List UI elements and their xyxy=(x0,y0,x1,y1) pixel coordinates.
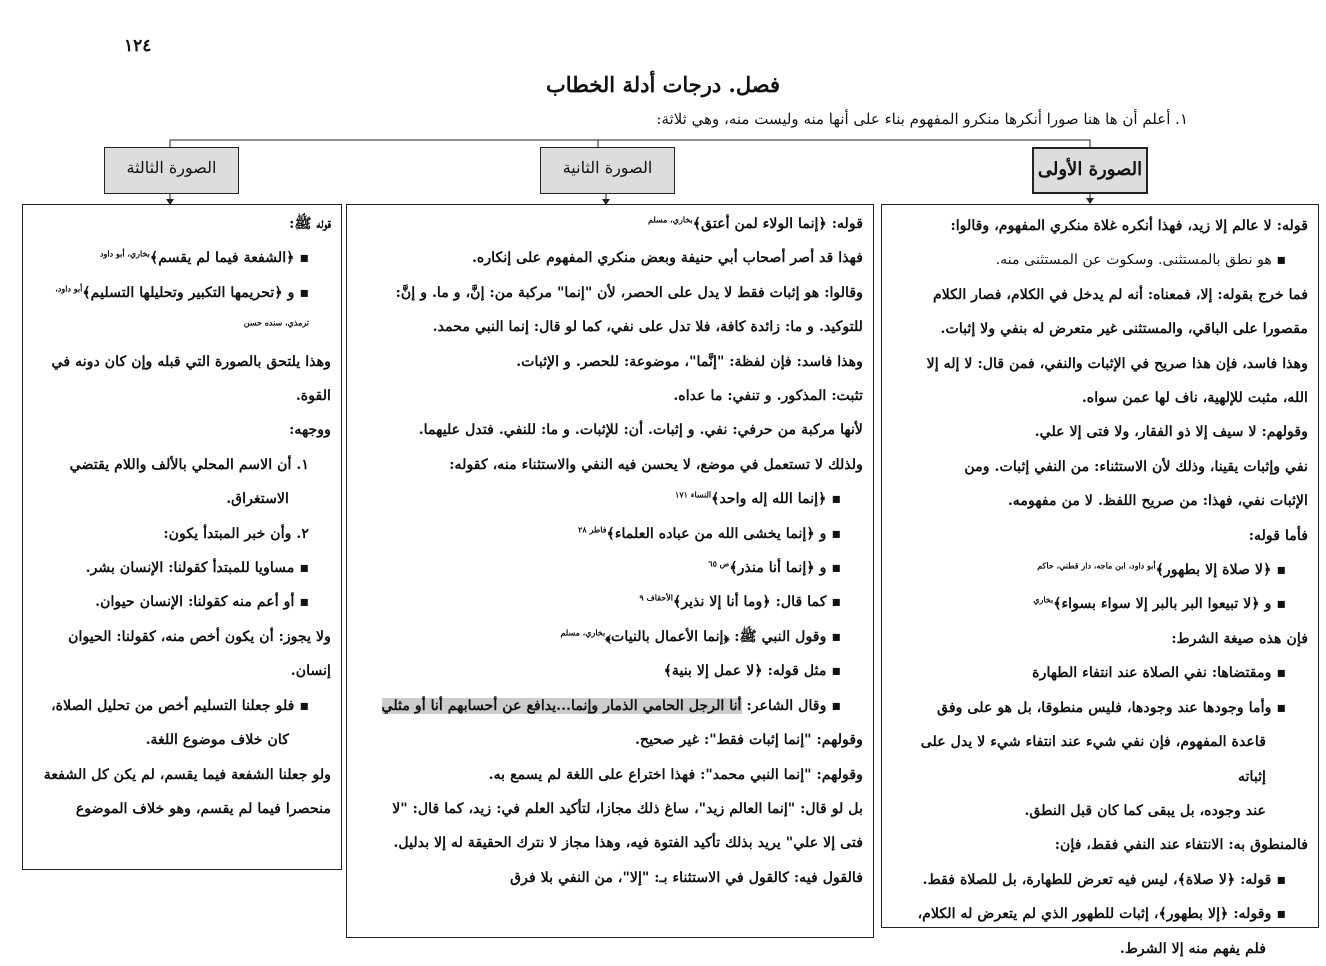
text-line: ولو جعلنا الشفعة فيما يقسم، لم يكن كل الشفعة xyxy=(43,766,331,783)
text-line: فالمنطوق به: الانتفاء عند النفي فقط، فإن: xyxy=(1054,837,1308,854)
text-line: تثبت: المذكور. و تنفي: ما عداه. xyxy=(673,388,863,405)
list-item: ▪ قوله: ﴿لا صلاة﴾، ليس فيه تعرض للطهارة، بل للصلاة فقط. xyxy=(922,871,1286,888)
list-item: ▪ هو نطق بالمستثنى. وسكوت عن المستثنى منه. xyxy=(995,252,1286,269)
list-item: ▪ مثل قوله: ﴿لا عمل إلا بنية﴾ xyxy=(663,663,841,680)
list-item: ١. أن الاسم المحلي بالألف واللام يقتضي xyxy=(69,456,309,473)
text-line: فإن هذه صيغة الشرط: xyxy=(1171,630,1308,647)
header-second-form: الصورة الثانية xyxy=(540,147,675,194)
list-item: ٢. وأن خبر المبتدأ يكون: xyxy=(163,525,309,542)
text-line: فلم يفهم منه إلا الشرط. xyxy=(1119,940,1266,957)
reference-note: ص ٦٥ xyxy=(708,558,730,569)
column-third-form xyxy=(22,204,342,870)
list-item: ▪ وقال الشاعر: أنا الرجل الحامي الذمار وإنما...يدافع عن أحسابهم أنا أو مثلي xyxy=(381,697,841,714)
list-item: ▪ وأما وجودها عند وجودها، فليس منطوقا، بل هو على وفق xyxy=(937,699,1286,716)
list-item: ▪ وقوله: ﴿إلا بطهور﴾، إثبات للطهور الذي لم يتعرض له الكلام، xyxy=(917,906,1286,923)
list-item: ▪ أو أعم منه كقولنا: الإنسان حيوان. xyxy=(95,594,309,611)
text-line: الإثبات نفي، فهذا: من صريح اللفظ. لا من مفهومه. xyxy=(1007,493,1308,510)
list-item: ▪ كما قال: ﴿وما أنا إلا نذير﴾$^{الأحقاف ٩}$ xyxy=(639,592,841,611)
text-line: فهذا قد أصر أصحاب أبي حنيفة وبعض منكري المفهوم على إنكاره. xyxy=(471,250,863,267)
column-first-form xyxy=(881,204,1319,957)
text-line: بل لو قال: "إنما العالم زيد"، ساغ ذلك مجازا، لتأكيد العلم في: زيد، كما قال: "لا xyxy=(392,800,863,817)
header-third-form: الصورة الثالثة xyxy=(104,147,239,194)
text-line: وقولهم: "إنما إثبات فقط": غير صحيح. xyxy=(634,732,863,749)
reference-note: بخاري، مسلم xyxy=(560,627,606,638)
reference-note: الأحقاف ٩ xyxy=(639,592,673,603)
text-line: ولذلك لا تستعمل في موضع، لا يحسن فيه النفي والاستثناء منه، كقوله: xyxy=(449,456,863,473)
list-item: ▪ و ﴿تحريمها التكبير وتحليلها التسليم﴾$^{أبو داود، ترمذي، سنده حسن}$ xyxy=(55,283,309,328)
text-line: إنسان. xyxy=(290,663,331,680)
text-line: القوة. xyxy=(295,388,331,405)
page-title: فصل. درجات أدلة الخطاب xyxy=(545,72,781,97)
text-line: منحصرا فيما لم يقسم، وهو خلاف الموضوع xyxy=(75,800,331,817)
text-line: مقصورا على الباقي، والمستثنى غير متعرض له بنفي ولا إثبات. xyxy=(940,321,1308,338)
text-line: للتوكيد. و ما: زائدة كافة، فلا تدل على نفي، كما لو قال: إنما النبي محمد. xyxy=(432,319,863,336)
reference-note: النساء ١٧١ xyxy=(675,489,712,500)
text-line: نفي وإثبات يقينا، وذلك لأن الاستثناء: من النفي إثبات. ومن xyxy=(964,458,1308,475)
text-line: قوله ﷺ: xyxy=(289,216,331,232)
text-line: ولا يجوز: أن يكون أخص منه، كقولنا: الحيوان xyxy=(68,628,331,645)
text-line: وهذا فاسد: فإن لفظة: "إنَّما"، موضوعة: للحصر. و الإثبات. xyxy=(516,353,863,370)
text-line: فأما قوله: xyxy=(1248,527,1308,544)
text-line: فما خرج بقوله: إلا، فمعناه: أنه لم يدخل في الكلام، فصار الكلام xyxy=(932,286,1308,303)
list-item: ▪ وقول النبي ﷺ: ﴿إنما الأعمال بالنيات﴾$^{بخاري، مسلم}$ xyxy=(560,627,841,645)
reference-note: فاطر ٢٨ xyxy=(578,523,607,534)
text-line: وقولهم: "إنما النبي محمد": فهذا اختراع على اللغة لم يسمع به. xyxy=(488,766,863,783)
list-item: ▪ ﴿الشفعة فيما لم يقسم﴾$^{بخاري، أبو داود}$ xyxy=(99,248,309,267)
text-line: قوله: لا عالم إلا زيد، فهذا أنكره غلاة منكري المفهوم، وقالوا: xyxy=(950,218,1308,234)
list-item: ▪ مساويا للمبتدأ كقولنا: الإنسان بشر. xyxy=(85,560,309,577)
poem-verse: أنا الرجل الحامي الذمار وإنما...يدافع عن أحسابهم أنا أو مثلي xyxy=(381,697,742,714)
column-second-form xyxy=(346,204,874,938)
reference-note: أبو داود، ابن ماجه، دار قطني، حاكم xyxy=(1037,560,1156,571)
page-number: ١٢٤ xyxy=(124,36,152,56)
list-item: ▪ و ﴿إنما يخشى الله من عباده العلماء﴾$^{فاطر ٢٨}$ xyxy=(578,523,841,542)
intro-text: ١. أعلم أن ها هنا صورا أنكرها منكرو المفهوم بناء على أنها منه وليست منه، وهي ثلاثة: xyxy=(656,110,1188,128)
text-line: كان خلاف موضوع اللغة. xyxy=(145,732,289,749)
text-line: الاستغراق. xyxy=(226,491,289,508)
text-line: ووجهه: xyxy=(289,422,331,439)
reference-note: بخاري xyxy=(1033,594,1054,605)
text-line: وقولهم: لا سيف إلا ذو الفقار، ولا فتى إلا علي. xyxy=(1034,424,1308,441)
text-line: لأنها مركبة من حرفي: نفي. و إثبات. أن: للإثبات. و ما: للنفي. فتدل عليهما. xyxy=(418,422,863,439)
text-line: قوله: ﴿إنما الولاء لمن أعتق﴾$^{بخاري، مسلم}$ xyxy=(648,214,863,232)
list-item: ▪ ومقتضاها: نفي الصلاة عند انتفاء الطهارة xyxy=(1032,665,1286,682)
text-line: الله، مثبت للإلهية، ناف لها عمن سواه. xyxy=(1081,390,1308,407)
reference-note: أبو داود، ترمذي، سنده حسن xyxy=(55,283,309,328)
text-line: فالقول فيه: كالقول في الاستثناء بـ: "إلا"، من النفي بلا فرق xyxy=(510,869,863,886)
list-item: ▪ ﴿إنما الله إله واحد﴾$^{النساء ١٧١}$ xyxy=(675,489,841,508)
text-line: فتى إلا علي" يريد بذلك تأكيد الفتوة فيه، وهذا مجاز لا نترك الحقيقة له إلا بدليل. xyxy=(393,835,863,852)
reference-note: بخاري، أبو داود xyxy=(99,248,150,259)
list-item: ▪ فلو جعلنا التسليم أخص من تحليل الصلاة، xyxy=(51,697,309,714)
list-item: ▪ و ﴿إنما أنا منذر﴾$^{ص ٦٥}$ xyxy=(708,558,841,577)
reference-note: بخاري، مسلم xyxy=(648,214,693,225)
list-item: ▪ و ﴿لا تبيعوا البر بالبر إلا سواء بسواء﴾$^{بخاري}$ xyxy=(1033,594,1286,613)
text-line: وقالوا: هو إثبات فقط لا يدل على الحصر، لأن "إنما" مركبة من: إنَّ، و ما. و إنَّ: xyxy=(395,284,863,301)
header-first-form: الصورة الأولى xyxy=(1032,147,1148,194)
text-line: وهذا يلتحق بالصورة التي قبله وإن كان دونه في xyxy=(51,353,331,370)
text-line: وهذا فاسد، فإن هذا صريح في الإثبات والنفي، فمن قال: لا إله إلا xyxy=(926,355,1308,372)
list-item: ▪ ﴿لا صلاة إلا بطهور﴾$^{أبو داود، ابن ماجه، دار قطني، حاكم}$ xyxy=(1037,560,1286,579)
text-line: عند وجوده، بل يبقى كما كان قبل النطق. xyxy=(1024,802,1266,819)
text-line: قاعدة المفهوم، فإن نفي شيء عند انتفاء شيء لا يدل على إثباته xyxy=(920,734,1266,785)
